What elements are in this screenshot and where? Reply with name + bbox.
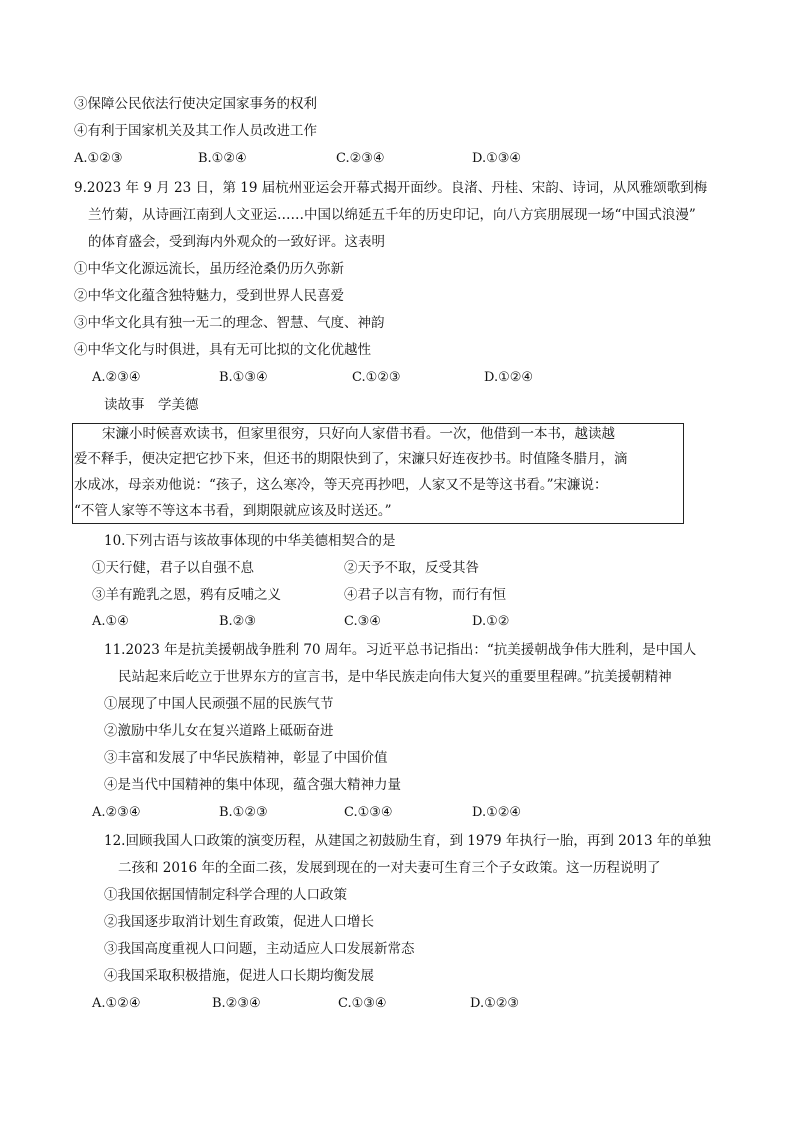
q11-statement-3: ③丰富和发展了中华民族精神，彰显了中国价值: [104, 750, 388, 766]
q12-option-c: C.①③④: [338, 996, 387, 1011]
q12-stem-line-2: 二孩和 2016 年的全面二孩，发展到现在的一对夫妻可生育三个子女政策。这一历程说明了: [118, 860, 661, 876]
q9-statement-4: ④中华文化与时俱进，具有无可比拟的文化优越性: [74, 342, 371, 358]
q10-statement-3: ③羊有跪乳之恩，鸦有反哺之义: [92, 587, 281, 603]
story-line-1: 宋濂小时候喜欢读书，但家里很穷，只好向人家借书看。一次，他借到一本书，越读越: [102, 426, 615, 442]
q11-statement-1: ①展现了中国人民顽强不屈的民族气节: [104, 696, 334, 712]
q8-option-c: C.②③④: [336, 151, 385, 166]
q10-option-d: D.①②: [472, 614, 510, 629]
q11-option-b: B.①②③: [219, 805, 268, 820]
q9-stem-line-2: 兰竹菊，从诗画江南到人文亚运……中国以绵延五千年的历史印记，向八方宾朋展现一场“中国式浪漫”: [88, 207, 696, 223]
q9-statement-1: ①中华文化源远流长，虽历经沧桑仍历久弥新: [74, 261, 344, 277]
story-heading: 读故事 学美德: [104, 397, 199, 413]
q10-option-b: B.②③: [219, 614, 256, 629]
q10-statement-1: ①天行健，君子以自强不息: [92, 560, 254, 576]
q11-stem-line-1: 11.2023 年是抗美援朝战争胜利 70 周年。习近平总书记指出：“抗美援朝战争伟大胜利，是中国人: [104, 642, 697, 658]
q9-statement-3: ③中华文化具有独一无二的理念、智慧、气度、神韵: [74, 315, 385, 331]
q12-option-b: B.②③④: [212, 996, 261, 1011]
q9-stem-line-1: 9.2023 年 9 月 23 日，第 19 届杭州亚运会开幕式揭开面纱。良渚、丹桂、宋韵、诗词，从风雅颂歌到梅: [74, 180, 708, 196]
story-line-4: “不管人家等不等这本书看，到期限就应该及时送还。”: [74, 503, 392, 519]
q10-stem: 10.下列古语与该故事体现的中华美德相契合的是: [104, 533, 396, 549]
q10-option-a: A.①④: [92, 614, 129, 629]
q12-statement-3: ③我国高度重视人口问题，主动适应人口发展新常态: [104, 941, 415, 957]
q12-option-d: D.①②③: [470, 996, 520, 1011]
q8-option-a: A.①②③: [74, 151, 123, 166]
q12-statement-1: ①我国依据国情制定科学合理的人口政策: [104, 887, 347, 903]
q8-statement-3: ③保障公民依法行使决定国家事务的权利: [74, 96, 317, 112]
q8-statement-4: ④有利于国家机关及其工作人员改进工作: [74, 123, 317, 139]
q12-statement-4: ④我国采取积极措施，促进人口长期均衡发展: [104, 968, 374, 984]
q12-option-a: A.①②④: [92, 996, 141, 1011]
q10-option-c: C.③④: [344, 614, 381, 629]
q10-statement-4: ④君子以言有物，而行有恒: [344, 587, 506, 603]
q8-option-d: D.①③④: [472, 151, 522, 166]
q12-stem-line-1: 12.回顾我国人口政策的演变历程，从建国之初鼓励生育，到 1979 年执行一胎，再到 2013 年的单独: [104, 833, 711, 849]
q12-statement-2: ②我国逐步取消计划生育政策，促进人口增长: [104, 914, 374, 930]
story-line-3: 水成冰，母亲劝他说：“孩子，这么寒冷，等天亮再抄吧，人家又不是等这书看。”宋濂说：: [74, 477, 608, 493]
q9-option-c: C.①②③: [352, 370, 401, 385]
q9-option-b: B.①③④: [219, 370, 268, 385]
q9-statement-2: ②中华文化蕴含独特魅力，受到世界人民喜爱: [74, 288, 344, 304]
q11-option-d: D.①②④: [472, 805, 522, 820]
q9-option-d: D.①②④: [484, 370, 534, 385]
story-line-2: 爱不释手，便决定把它抄下来，但还书的期限快到了，宋濂只好连夜抄书。时值隆冬腊月，滴: [74, 451, 628, 467]
q9-option-a: A.②③④: [92, 370, 141, 385]
q10-statement-2: ②天予不取，反受其咎: [344, 560, 479, 576]
q11-stem-line-2: 民站起来后屹立于世界东方的宣言书，是中华民族走向伟大复兴的重要里程碑。”抗美援朝精神: [118, 669, 672, 685]
q11-statement-4: ④是当代中国精神的集中体现，蕴含强大精神力量: [104, 777, 401, 793]
q11-statement-2: ②激励中华儿女在复兴道路上砥砺奋进: [104, 723, 334, 739]
q8-option-b: B.①②④: [198, 151, 247, 166]
q11-option-a: A.②③④: [92, 805, 141, 820]
q11-option-c: C.①③④: [344, 805, 393, 820]
q9-stem-line-3: 的体育盛会，受到海内外观众的一致好评。这表明: [88, 234, 385, 250]
